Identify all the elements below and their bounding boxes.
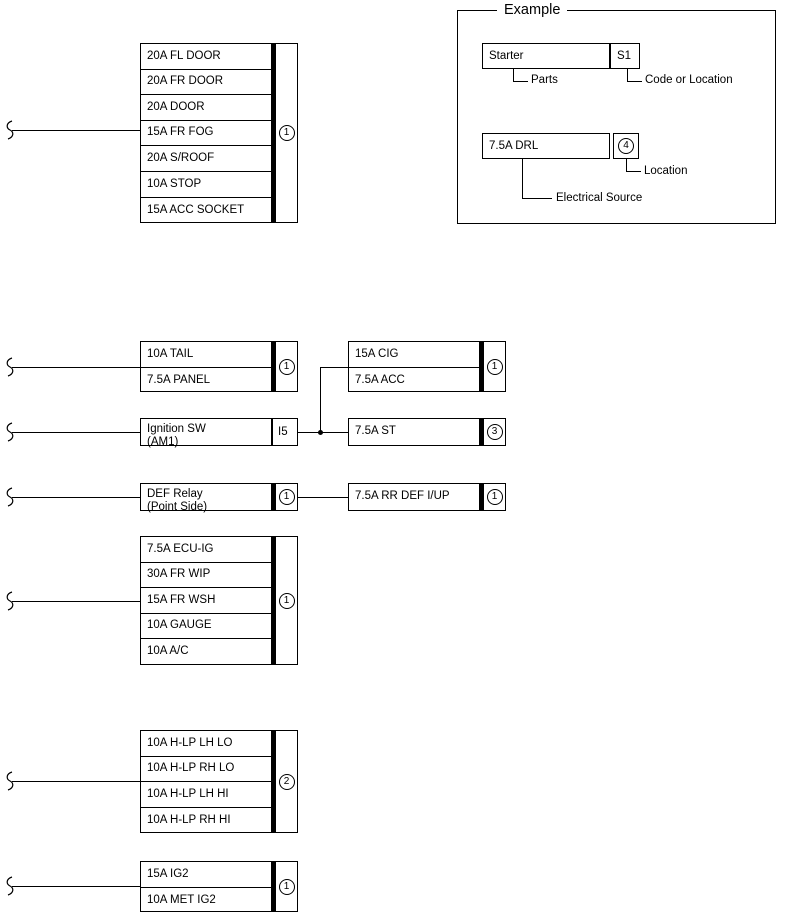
fuse-group-7 bbox=[348, 483, 480, 511]
fuse-row: 20A FL DOOR bbox=[141, 44, 271, 70]
fuse-row: 15A FR WSH bbox=[141, 588, 271, 614]
fuse-row: 7.5A PANEL bbox=[147, 373, 211, 386]
fuse-row: 10A GAUGE bbox=[141, 614, 271, 640]
group-code-2: 1 bbox=[279, 359, 295, 375]
fuse-row: 7.5A ECU-IG bbox=[141, 537, 271, 563]
example-source-box bbox=[482, 133, 610, 159]
ignition-branch-wire bbox=[298, 432, 348, 433]
example-parts-box bbox=[482, 43, 610, 69]
ignition-branch-riser bbox=[320, 367, 321, 433]
group-code-box-1 bbox=[275, 43, 298, 223]
fuse-group-10 bbox=[140, 861, 272, 912]
fuse-row bbox=[141, 419, 271, 448]
group-code-box-9 bbox=[275, 730, 298, 833]
example-code-label: Code or Location bbox=[645, 74, 733, 86]
fuse-row: 10A H-LP RH LO bbox=[141, 757, 271, 783]
harness-wire-6 bbox=[12, 781, 140, 782]
fuse-group-8 bbox=[140, 536, 272, 665]
fuse-row: 20A S/ROOF bbox=[141, 146, 271, 172]
group-code-box-8 bbox=[275, 536, 298, 665]
fuse-row: 7.5A RR DEF I/UP bbox=[355, 490, 450, 503]
example-code-leader bbox=[627, 69, 642, 82]
fuse-row: 7.5A ST bbox=[355, 425, 396, 438]
fuse-row-line-2: (AM1) bbox=[147, 435, 179, 448]
example-location-label: Location bbox=[644, 165, 688, 177]
group-code-box-5 bbox=[483, 418, 506, 446]
fuse-row: 15A CIG bbox=[349, 342, 479, 368]
def-relay-link-wire bbox=[298, 497, 348, 498]
fuse-row-line-2: (Point Side) bbox=[147, 500, 208, 513]
example-source-label: Electrical Source bbox=[556, 192, 643, 204]
example-code-text: S1 bbox=[617, 50, 632, 62]
fuse-group-4 bbox=[140, 418, 272, 446]
group-code-6: 1 bbox=[279, 489, 295, 505]
example-parts-label: Parts bbox=[531, 74, 558, 86]
fuse-group-9 bbox=[140, 730, 272, 833]
group-code-box-3 bbox=[483, 341, 506, 392]
group-code-10: 1 bbox=[279, 879, 295, 895]
junction-dot bbox=[318, 430, 323, 435]
example-location-box bbox=[613, 133, 639, 159]
example-location-code: 4 bbox=[618, 138, 634, 154]
harness-wire-4 bbox=[12, 497, 140, 498]
fuse-row: 10A H-LP LH HI bbox=[141, 782, 271, 808]
fuse-row: 15A FR FOG bbox=[141, 121, 271, 147]
fuse-group-2 bbox=[140, 341, 272, 392]
group-code-box-4 bbox=[272, 418, 298, 446]
fuse-row: 10A TAIL bbox=[141, 342, 271, 368]
fuse-group-6 bbox=[140, 483, 272, 511]
group-code-3: 1 bbox=[487, 359, 503, 375]
example-parts-text: Starter bbox=[489, 50, 524, 62]
fuse-group-5 bbox=[348, 418, 480, 446]
fuse-row-line-1: Ignition SW bbox=[147, 423, 206, 435]
group-code-box-2 bbox=[275, 341, 298, 392]
fuse-row: 20A DOOR bbox=[141, 95, 271, 121]
fuse-group-1 bbox=[140, 43, 272, 223]
group-code-7: 1 bbox=[487, 489, 503, 505]
example-source-leader bbox=[522, 159, 552, 199]
harness-wire-1 bbox=[12, 130, 140, 131]
harness-wire-3 bbox=[12, 432, 140, 433]
harness-wire-2 bbox=[12, 367, 140, 368]
fuse-row: 10A A/C bbox=[147, 645, 189, 658]
group-code-box-10 bbox=[275, 861, 298, 912]
group-code-8: 1 bbox=[279, 593, 295, 609]
fuse-row: 15A ACC SOCKET bbox=[147, 203, 245, 216]
ignition-branch-wire-top bbox=[320, 367, 348, 368]
example-location-leader bbox=[626, 159, 641, 172]
group-code-box-6 bbox=[275, 483, 298, 511]
example-panel-title: Example bbox=[497, 2, 567, 18]
fuse-row-line-1: DEF Relay bbox=[147, 488, 203, 500]
fuse-row: 10A MET IG2 bbox=[147, 893, 216, 906]
group-code-1: 1 bbox=[279, 125, 295, 141]
fuse-row: 20A FR DOOR bbox=[141, 70, 271, 96]
fuse-row: 10A H-LP LH LO bbox=[141, 731, 271, 757]
fuse-row: 7.5A ACC bbox=[355, 373, 405, 386]
fuse-row: 15A IG2 bbox=[141, 862, 271, 888]
harness-wire-5 bbox=[12, 601, 140, 602]
group-code-9: 2 bbox=[279, 774, 295, 790]
fuse-row: 30A FR WIP bbox=[141, 563, 271, 589]
fuse-row bbox=[141, 484, 271, 513]
fuse-row: 10A STOP bbox=[141, 172, 271, 198]
example-source-text: 7.5A DRL bbox=[489, 140, 539, 152]
group-code-box-7 bbox=[483, 483, 506, 511]
group-code-5: 3 bbox=[487, 424, 503, 440]
group-code-4: I5 bbox=[278, 426, 288, 438]
fuse-group-3 bbox=[348, 341, 480, 392]
example-code-box bbox=[610, 43, 640, 69]
fuse-row: 10A H-LP RH HI bbox=[147, 813, 231, 826]
harness-wire-7 bbox=[12, 886, 140, 887]
example-parts-leader bbox=[513, 69, 528, 82]
